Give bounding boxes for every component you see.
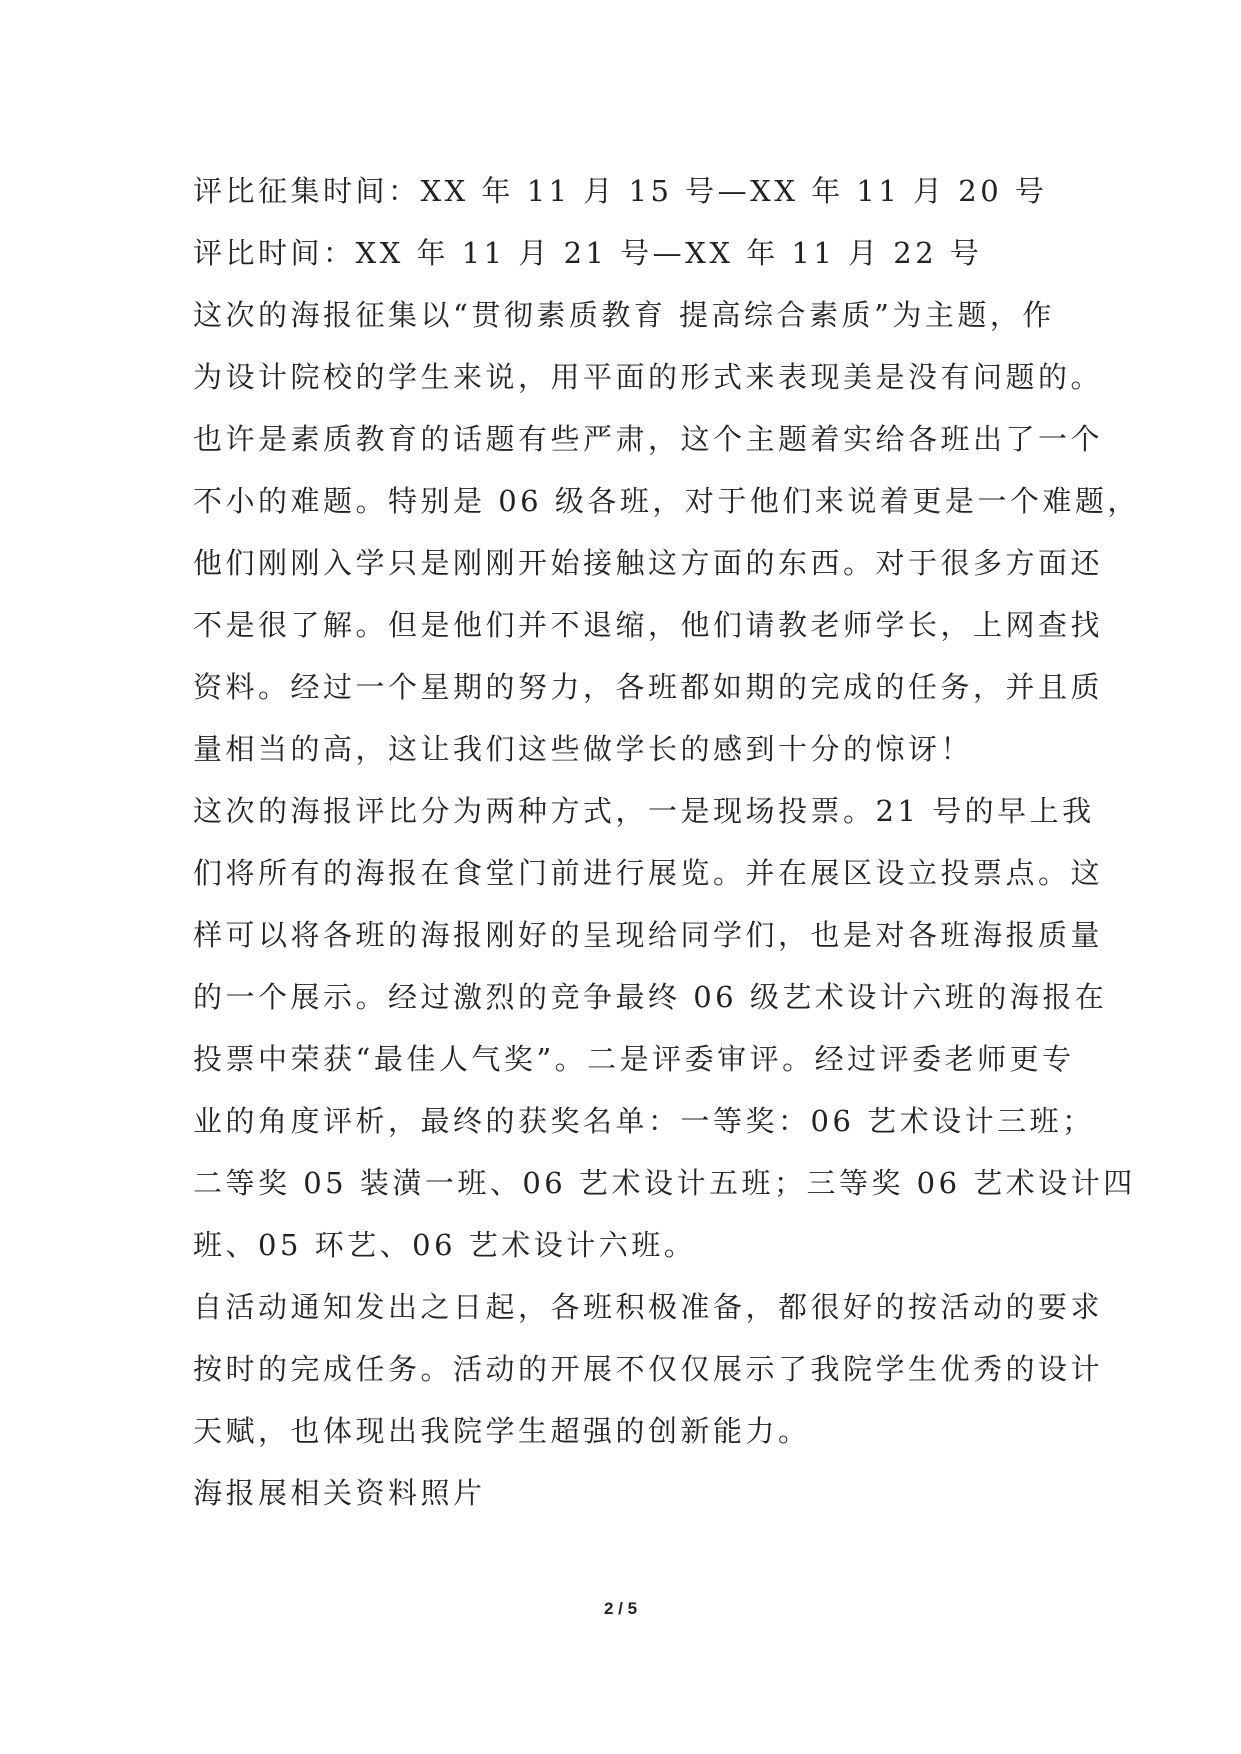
text-line: 也许是素质教育的话题有些严肃，这个主题着实给各班出了一个 <box>193 422 1104 456</box>
page-number: 2 / 5 <box>603 1599 638 1618</box>
text-line: 海报展相关资料照片 <box>193 1476 486 1510</box>
text-line: 天赋，也体现出我院学生超强的创新能力。 <box>193 1414 811 1448</box>
text-line: 不是很了解。但是他们并不退缩，他们请教老师学长，上网查找 <box>193 608 1104 642</box>
text-line: 评比时间：XX 年 11 月 21 号—XX 年 11 月 22 号 <box>193 236 983 270</box>
text-line: 自活动通知发出之日起，各班积极准备，都很好的按活动的要求 <box>193 1290 1104 1324</box>
text-line: 二等奖 05 装潢一班、06 艺术设计五班；三等奖 06 艺术设计四 <box>193 1166 1136 1200</box>
text-line: 样可以将各班的海报刚好的呈现给同学们，也是对各班海报质量 <box>193 918 1104 952</box>
text-line: 为设计院校的学生来说，用平面的形式来表现美是没有问题的。 <box>193 360 1104 394</box>
text-line: 们将所有的海报在食堂门前进行展览。并在展区设立投票点。这 <box>193 856 1104 890</box>
text-line: 他们刚刚入学只是刚刚开始接触这方面的东西。对于很多方面还 <box>193 546 1104 580</box>
document-body <box>193 160 1140 1524</box>
text-line: 按时的完成任务。活动的开展不仅仅展示了我院学生优秀的设计 <box>193 1352 1104 1386</box>
text-line: 业的角度评析，最终的获奖名单：一等奖：06 艺术设计三班； <box>193 1104 1095 1138</box>
text-line: 资料。经过一个星期的努力，各班都如期的完成的任务，并且质 <box>193 670 1104 704</box>
text-line: 评比征集时间：XX 年 11 月 15 号—XX 年 11 月 20 号 <box>193 174 1048 208</box>
text-line: 班、05 环艺、06 艺术设计六班。 <box>193 1228 697 1262</box>
text-line: 投票中荣获“最佳人气奖”。二是评委审评。经过评委老师更专 <box>193 1042 1075 1076</box>
text-line: 这次的海报征集以“贯彻素质教育 提高综合素质”为主题，作 <box>193 298 1055 332</box>
text-line: 不小的难题。特别是 06 级各班，对于他们来说着更是一个难题， <box>193 484 1140 518</box>
text-line: 这次的海报评比分为两种方式，一是现场投票。21 号的早上我 <box>193 794 1095 828</box>
text-line: 量相当的高，这让我们这些做学长的感到十分的惊讶！ <box>193 732 974 766</box>
text-line: 的一个展示。经过激烈的竞争最终 06 级艺术设计六班的海报在 <box>193 980 1108 1014</box>
